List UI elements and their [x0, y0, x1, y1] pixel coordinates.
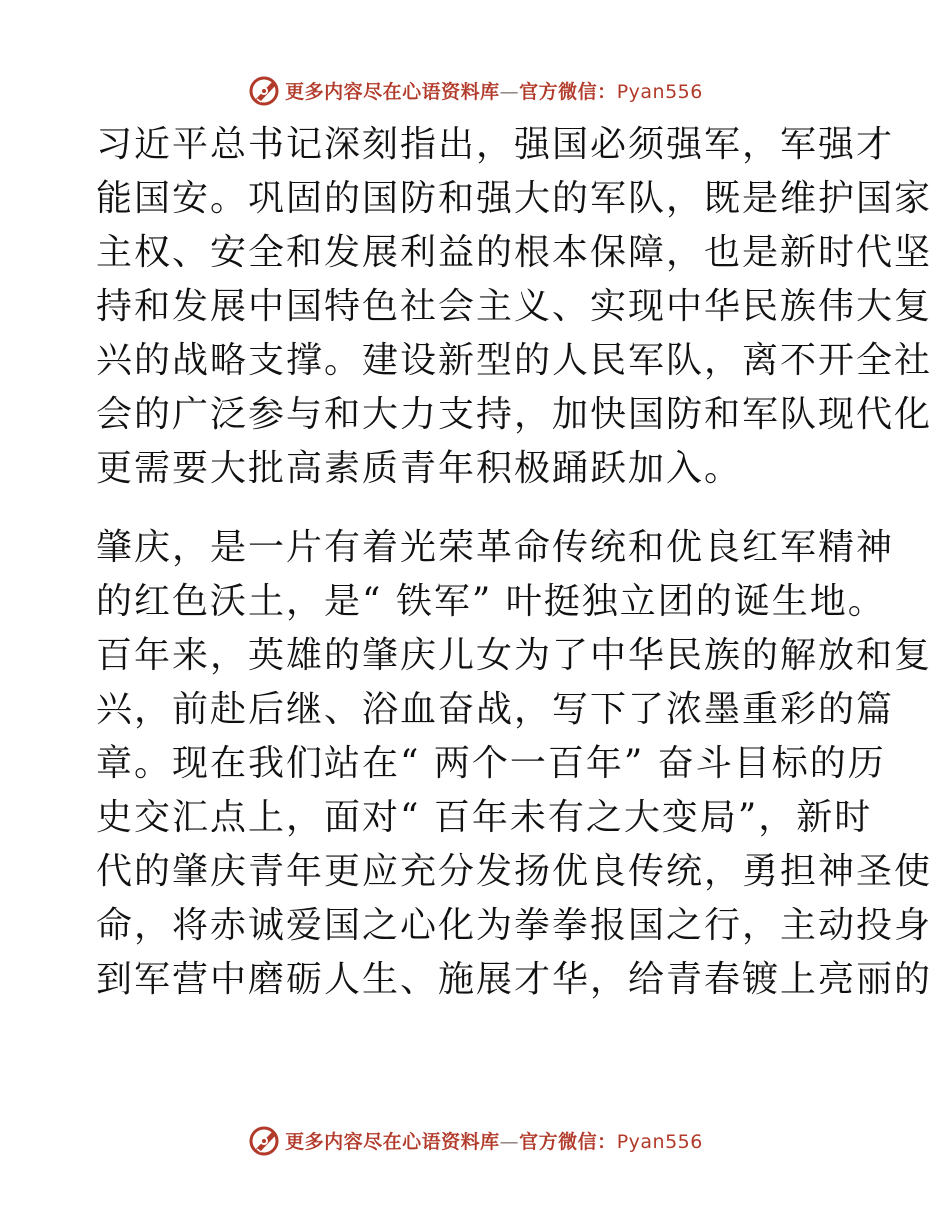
watermark-suffix: 官方微信： [519, 1130, 617, 1153]
watermark-text [285, 77, 703, 104]
text-line: 能国安。巩固的国防和强大的军队，既是维护国家 [96, 178, 933, 219]
watermark-suffix: 官方微信： [519, 80, 617, 103]
paragraph-2 [96, 521, 933, 1007]
text-line: 的红色沃土，是“ 铁军” 叶挺独立团的诞生地。 [96, 581, 886, 622]
paragraph-1 [96, 118, 933, 496]
text-line: 会的广泛参与和大力支持，加快国防和军队现代化 [96, 394, 933, 435]
text-line: 持和发展中国特色社会主义、实现中华民族伟大复 [96, 286, 933, 327]
text-line: 习近平总书记深刻指出，强国必须强军，军强才 [96, 124, 895, 165]
paragraph-gap [96, 496, 852, 521]
watermark-account: Pyan556 [616, 80, 703, 103]
pen-circle-logo-icon [247, 73, 281, 107]
watermark-highlight: 更多内容尽在心语资料库 [285, 80, 500, 103]
document-body [96, 118, 933, 1007]
text-line: 兴，前赴后继、浴血奋战，写下了浓墨重彩的篇 [96, 689, 895, 730]
text-line: 代的肇庆青年更应充分发扬优良传统，勇担神圣使 [96, 851, 933, 892]
text-line: 百年来，英雄的肇庆儿女为了中华民族的解放和复 [96, 635, 933, 676]
text-line: 史交汇点上，面对“ 百年未有之大变局”，新时 [96, 797, 873, 838]
footer-watermark [0, 1123, 950, 1157]
text-line: 到军营中磨砺人生、施展才华，给青春镀上亮丽的 [96, 959, 933, 1000]
text-line: 章。现在我们站在“ 两个一百年” 奋斗目标的历 [96, 743, 886, 784]
watermark-separator: — [499, 1130, 520, 1153]
text-line: 肇庆，是一片有着光荣革命传统和优良红军精神 [96, 527, 895, 568]
text-line: 命，将赤诚爱国之心化为拳拳报国之行，主动投身 [96, 905, 933, 946]
watermark-account: Pyan556 [616, 1130, 703, 1153]
text-line: 更需要大批高素质青年积极踊跃加入。 [96, 448, 743, 489]
watermark-highlight: 更多内容尽在心语资料库 [285, 1130, 500, 1153]
text-line: 兴的战略支撑。建设新型的人民军队，离不开全社 [96, 340, 933, 381]
watermark-text [285, 1127, 703, 1154]
header-watermark [0, 73, 950, 107]
text-line: 主权、安全和发展利益的根本保障，也是新时代坚 [96, 232, 933, 273]
pen-circle-logo-icon [247, 1123, 281, 1157]
watermark-separator: — [499, 80, 520, 103]
